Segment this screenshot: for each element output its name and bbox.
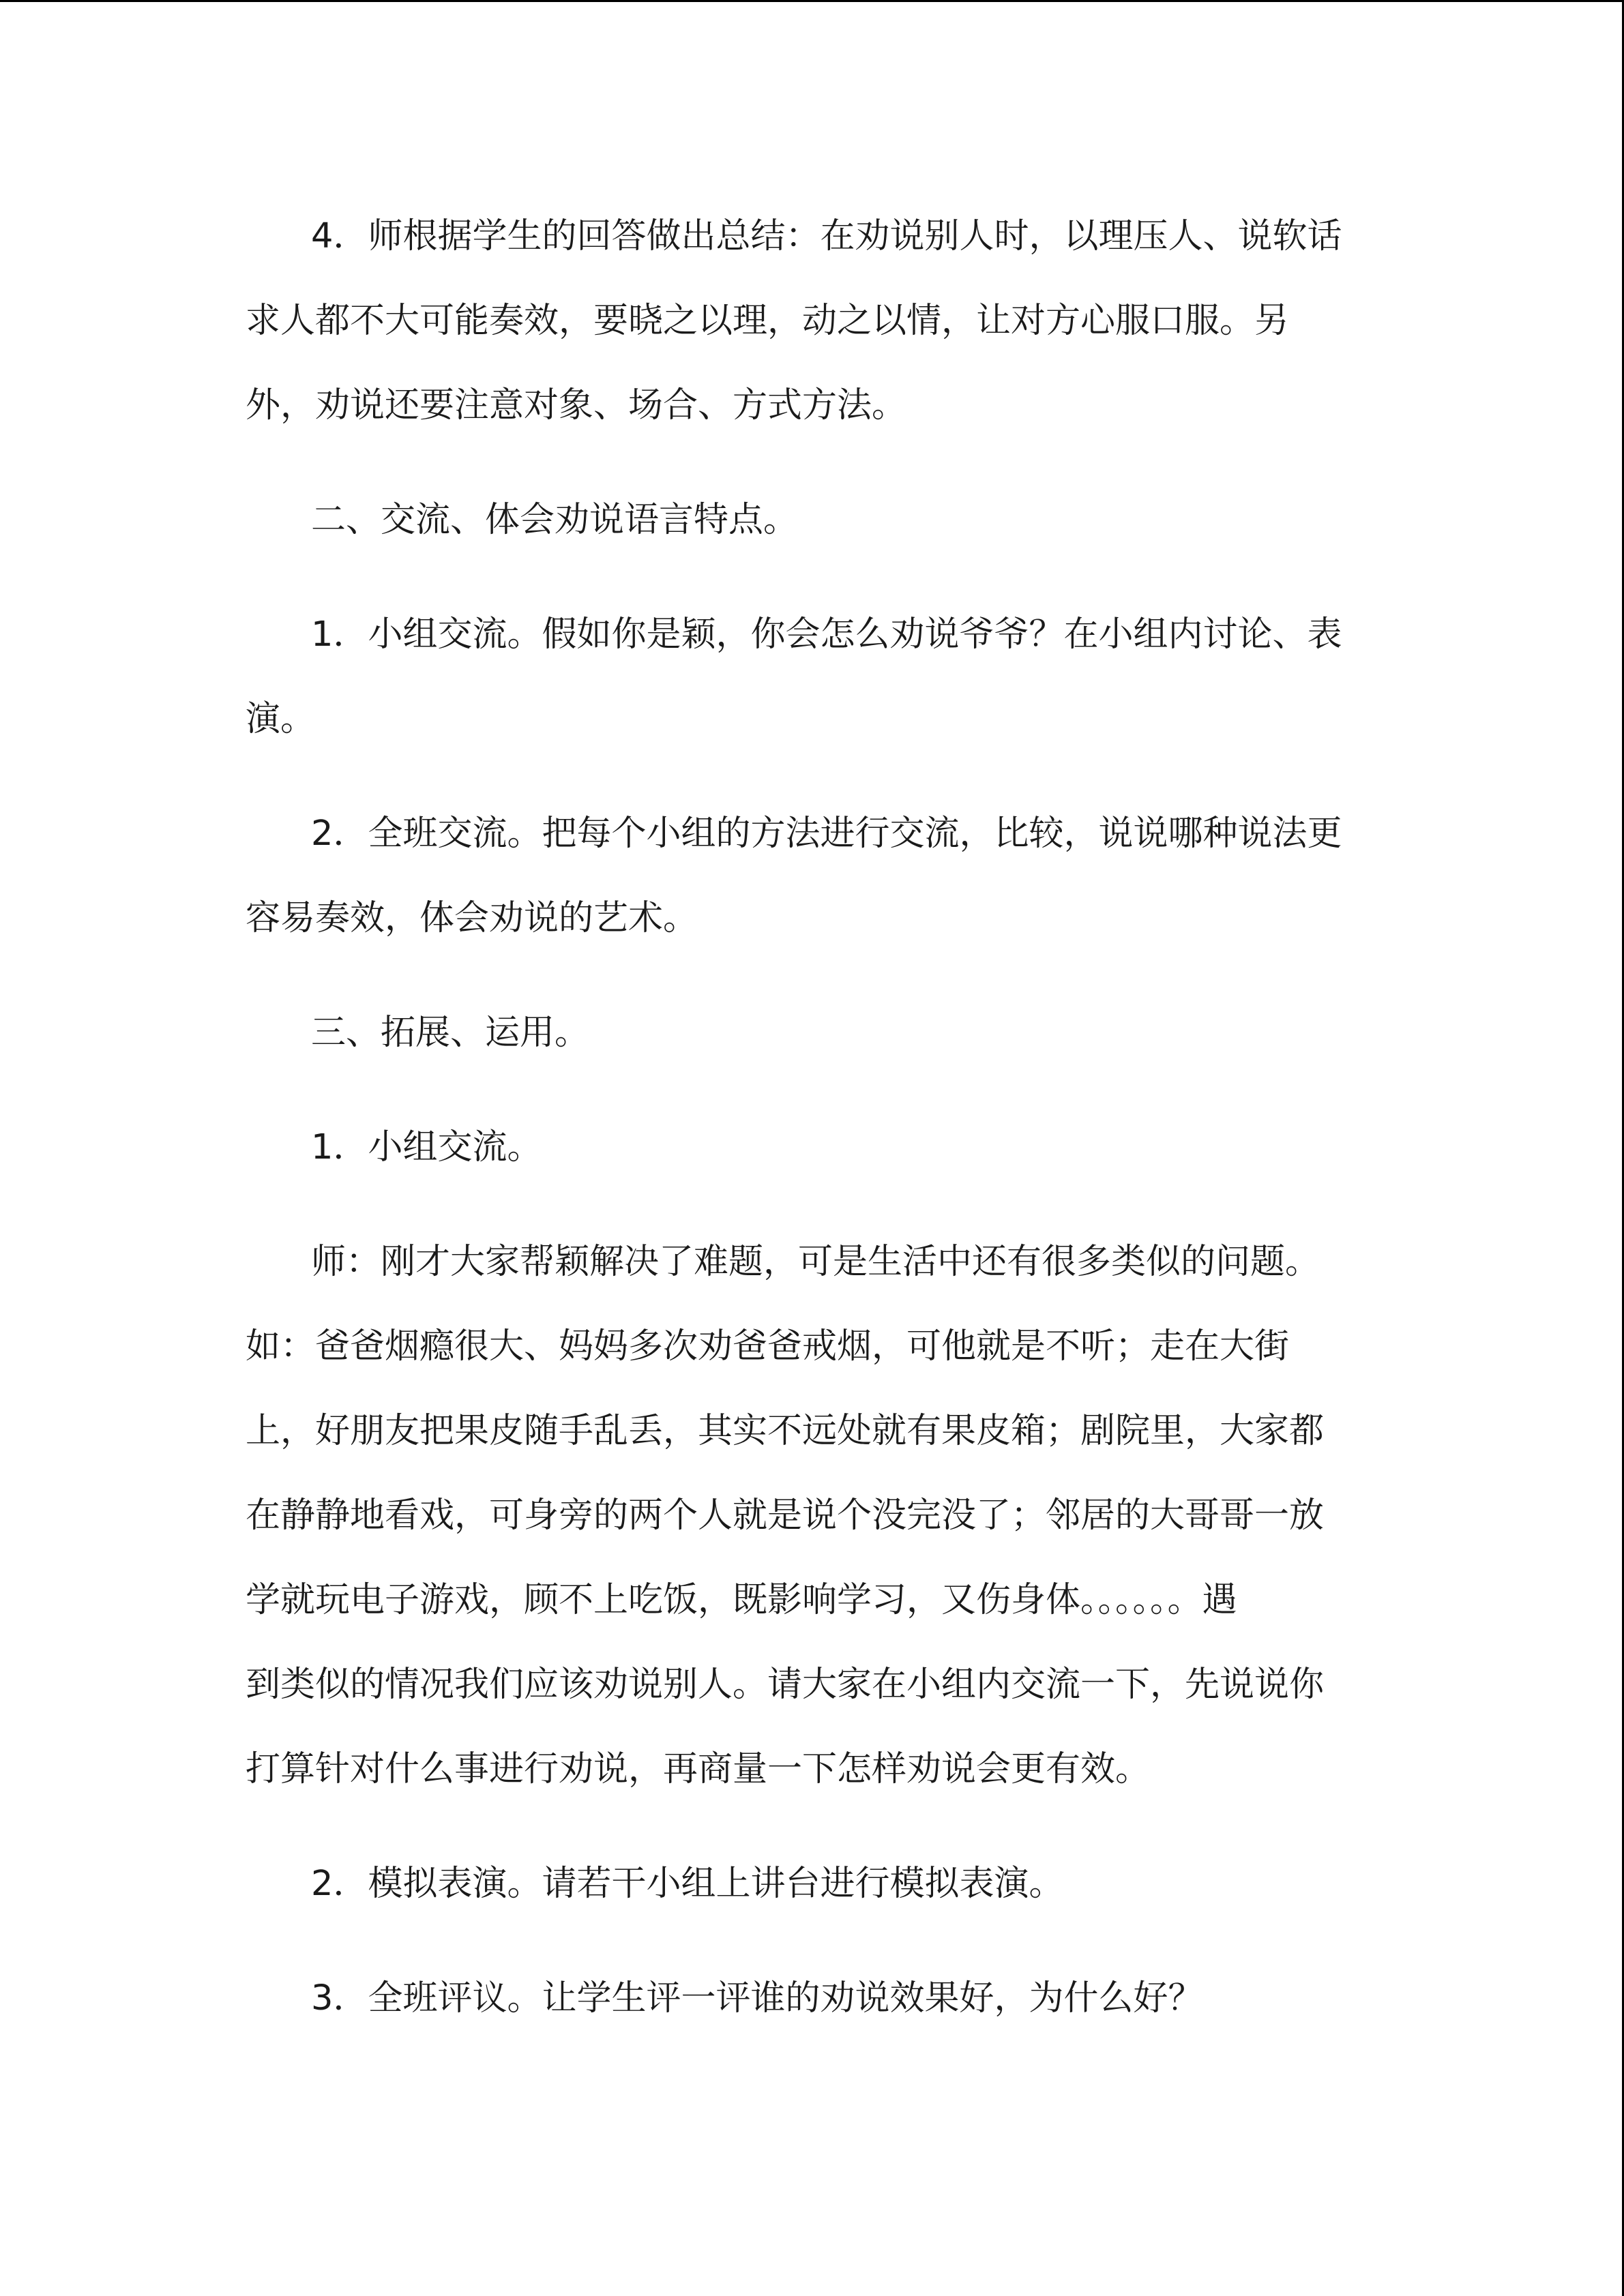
text-line: 学就玩电子游戏，顾不上吃饭，既影响学习，又伤身体。。。。。。遇 [246, 1580, 1237, 1620]
text-line: 外，劝说还要注意对象、场合、方式方法。 [246, 385, 907, 426]
paragraph-class-review [246, 1956, 1364, 2041]
text-line: 到类似的情况我们应该劝说别人。请大家在小组内交流一下，先说说你 [246, 1665, 1325, 1705]
paragraph-role-play [246, 1842, 1364, 1926]
paragraph-summary [246, 194, 1364, 448]
section-heading-2 [246, 478, 1364, 563]
text-line: 3．全班评议。让学生评一评谁的劝说效果好，为什么好？ [311, 1978, 1203, 2018]
text-line: 如：爸爸烟瘾很大、妈妈多次劝爸爸戒烟，可他就是不听；走在大街 [246, 1326, 1290, 1367]
text-line: 2．模拟表演。请若干小组上讲台进行模拟表演。 [311, 1864, 1064, 1904]
document-body [246, 194, 1364, 2071]
text-line: 在静静地看戏，可身旁的两个人就是说个没完没了；邻居的大哥哥一放 [246, 1495, 1325, 1536]
text-line: 师：刚才大家帮颖解决了难题，可是生活中还有很多类似的问题。 [311, 1242, 1320, 1282]
text-line: 演。 [246, 699, 316, 739]
section-heading-3 [246, 991, 1364, 1075]
paragraph-group-exchange [246, 1105, 1364, 1190]
paragraph-class-discussion [246, 792, 1364, 961]
page-top-border [0, 0, 1624, 2]
text-line: 4．师根据学生的回答做出总结：在劝说别人时，以理压人、说软话 [311, 216, 1342, 256]
text-line: 上，好朋友把果皮随手乱丢，其实不远处就有果皮箱；剧院里，大家都 [246, 1411, 1325, 1451]
text-line: 打算针对什么事进行劝说，再商量一下怎样劝说会更有效。 [246, 1749, 1151, 1789]
text-line: 求人都不大可能奏效，要晓之以理，动之以情，让对方心服口服。另 [246, 301, 1290, 341]
text-line: 二、交流、体会劝说语言特点。 [311, 500, 799, 540]
text-line: 2．全班交流。把每个小组的方法进行交流，比较，说说哪种说法更 [311, 814, 1342, 854]
text-line: 1．小组交流。 [311, 1127, 542, 1167]
paragraph-group-discussion [246, 593, 1364, 762]
text-line: 三、拓展、运用。 [311, 1013, 590, 1053]
text-line: 容易奏效，体会劝说的艺术。 [246, 898, 698, 938]
paragraph-teacher-speech [246, 1220, 1364, 1812]
text-line: 1．小组交流。假如你是颖，你会怎么劝说爷爷？在小组内讨论、表 [311, 614, 1342, 655]
